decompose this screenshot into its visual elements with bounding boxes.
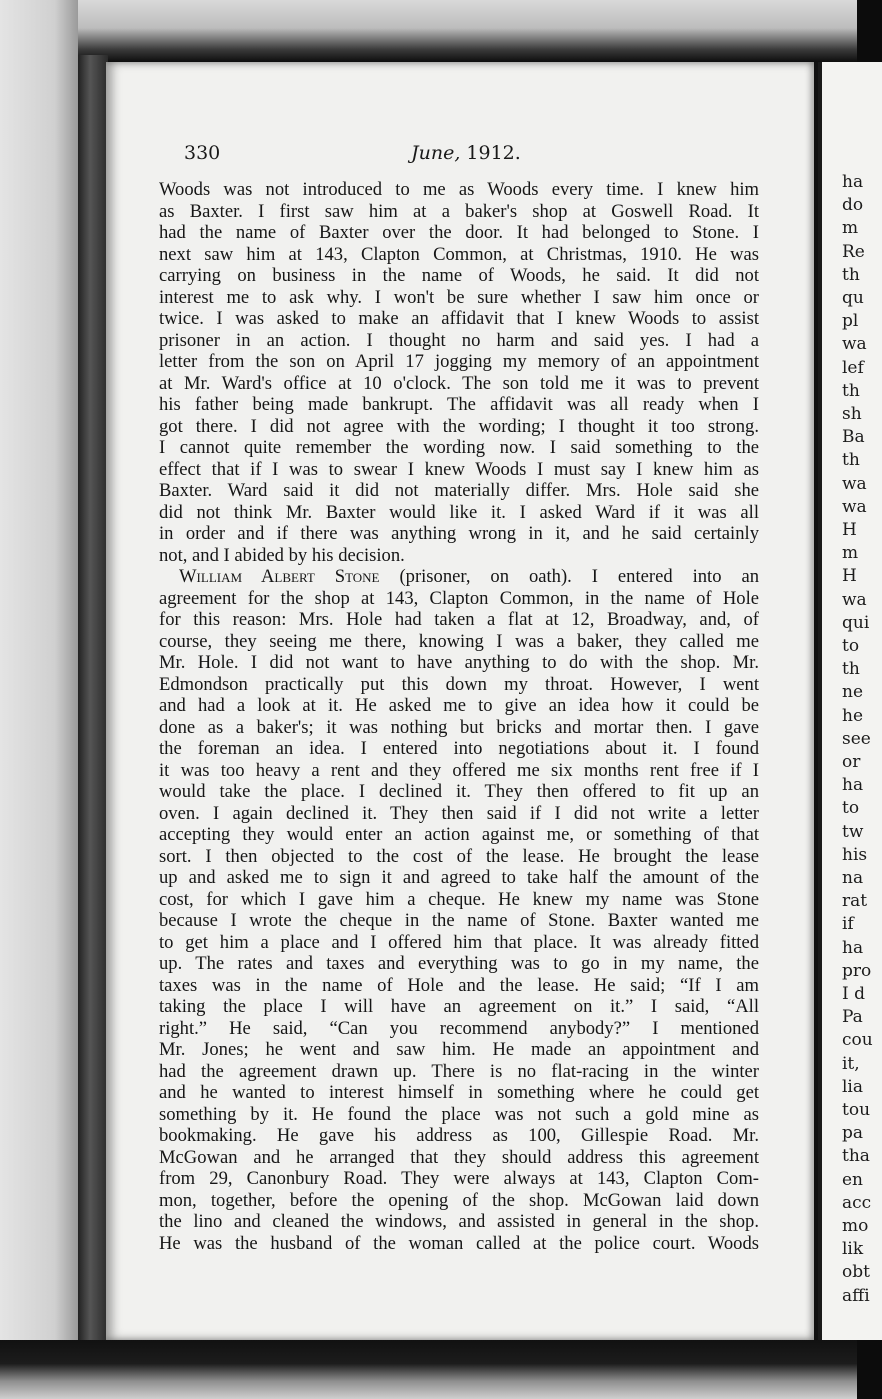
text-line: the lino and cleaned the windows, and assisted in general in the shop. (159, 1211, 759, 1232)
facing-page-fragment: he (842, 705, 864, 726)
text-line: taxes was in the name of Hole and the lease. He said; “If I am (159, 974, 759, 996)
text-line: his father being made bankrupt. The affidavit was all ready when I (159, 394, 759, 415)
text-line: not, and I abided by his decision. (159, 544, 405, 566)
facing-page-fragment: na (842, 868, 864, 888)
text-line: as Baxter. I first saw him at a baker's shop at Goswell Road. It (159, 200, 759, 222)
scan-bottom-border (0, 1340, 857, 1399)
text-line: letter from the son on April 17 jogging my memory of an appointment (159, 351, 759, 372)
running-head-year: 1912. (466, 142, 521, 164)
text-line: interest me to ask why. I won't be sure whether I saw him once or (159, 286, 759, 308)
text-line: and had a look at it. He asked me to give an idea how it could be (159, 695, 759, 716)
facing-page-fragment: H (842, 566, 857, 587)
facing-page-fragment: th (842, 380, 860, 401)
text-line: next saw him at 143, Clapton Common, at Christmas, 1910. He was (159, 243, 759, 265)
body-text (159, 179, 759, 1254)
text-line: did not think Mr. Baxter would like it. I asked Ward if it was all (159, 501, 759, 523)
facing-page-fragment: Pa (842, 1007, 863, 1028)
text-line: I cannot quite remember the wording now. I said something to the (159, 437, 759, 458)
text-line: from 29, Canonbury Road. They were always at 143, Clapton Com- (159, 1168, 759, 1189)
text-line: agreement for the shop at 143, Clapton Common, in the name of Hole (159, 587, 759, 609)
text-line: Mr. Hole. I did not want to have anything to do with the shop. Mr. (159, 652, 759, 673)
facing-page-fragment: th (842, 450, 860, 471)
paragraph-testimony-2 (159, 566, 759, 1254)
facing-page-fragment: mo (842, 1216, 869, 1236)
page-number: 330 (184, 142, 221, 164)
text-line: to get him a place and I offered him that place. It was already fitted (159, 931, 759, 953)
facing-page-fragment: pl (842, 311, 859, 332)
facing-page-fragment: sh (842, 404, 862, 424)
paragraph-testimony-1 (159, 179, 759, 566)
text-line: He was the husband of the woman called at the police court. Woods (159, 1232, 759, 1254)
text-line: cost, for which I gave him a cheque. He knew my name was Stone (159, 888, 759, 910)
text-line: would take the place. I declined it. They then offered to fit up an (159, 781, 759, 802)
facing-page-fragment: to (842, 798, 860, 819)
text-line: mon, together, before the opening of the shop. McGowan laid down (159, 1189, 759, 1211)
facing-page-fragment: ha (842, 937, 864, 958)
text-line: Baxter. Ward said it did not materially differ. Mrs. Hole said she (159, 480, 759, 501)
text-line: for this reason: Mrs. Hole had taken a flat at 12, Broadway, and, of (159, 609, 759, 630)
facing-page-fragment: rat (842, 891, 868, 912)
text-line: taking the place I will have an agreement on it.” I said, “All (159, 996, 759, 1017)
text-line: Woods was not introduced to me as Woods every time. I knew him (159, 179, 759, 200)
facing-page-fragment: wa (842, 334, 867, 355)
facing-page-fragment: tw (842, 821, 864, 842)
text-line: it was too heavy a rent and they offered me six months rent free if I (159, 759, 759, 781)
facing-page-fragment: ha (842, 775, 864, 796)
facing-page-fragment: H (842, 520, 857, 540)
text-line: and he wanted to interest himself in something where he could get (159, 1082, 759, 1103)
scan-top-border (0, 0, 857, 62)
text-line: got there. I did not agree with the wording; I thought it too strong. (159, 415, 759, 437)
facing-page-fragment: m (842, 543, 859, 564)
text-line: accepting they would enter an action against me, or something of that (159, 824, 759, 845)
facing-page-fragment: tha (842, 1146, 870, 1167)
book-spine-shadow (78, 55, 108, 1345)
facing-page-fragment: qu (842, 288, 864, 308)
speaker-line-rest: (prisoner, on oath). I entered into an (379, 566, 760, 587)
facing-page-fragment: do (842, 195, 864, 216)
facing-page-fragment: lia (842, 1076, 864, 1097)
facing-page-fragment: ne (842, 682, 864, 703)
text-line: carrying on business in the name of Woods, he said. It did not (159, 265, 759, 286)
facing-page-fragment: th (842, 659, 860, 680)
text-line: course, they seeing me there, knowing I was a baker, they called me (159, 630, 759, 652)
facing-page-fragment: see (842, 728, 871, 749)
facing-page-fragment: ha (842, 172, 864, 192)
facing-page-fragment: affi (842, 1285, 870, 1306)
facing-page-fragment: wa (842, 589, 867, 610)
facing-page-fragment: Re (842, 241, 865, 262)
facing-page-fragment: m (842, 218, 859, 239)
text-line: had the name of Baxter over the door. It had belonged to Stone. I (159, 222, 759, 243)
facing-page-fragment: en (842, 1169, 864, 1190)
facing-page-fragment: I d (842, 984, 866, 1004)
text-line: prisoner in an action. I thought no harm and said yes. I had a (159, 329, 759, 351)
facing-page-fragment: qui (842, 612, 870, 633)
text-line: Edmondson practically put this down my throat. However, I went (159, 673, 759, 695)
text-line: at Mr. Ward's office at 10 o'clock. The son told me it was to prevent (159, 372, 759, 394)
facing-page-fragment: lef (842, 357, 864, 378)
facing-page-fragment: th (842, 264, 860, 285)
facing-page-fragment: pa (842, 1123, 864, 1144)
text-line: had the agreement drawn up. There is no flat-racing in the winter (159, 1060, 759, 1082)
text-line (159, 566, 759, 588)
facing-page-fragment: his (842, 844, 868, 865)
facing-page-fragment: if (842, 914, 854, 935)
text-line: twice. I was asked to make an affidavit that I knew Woods to assist (159, 308, 759, 329)
facing-page-fragment: obt (842, 1262, 870, 1283)
text-line: oven. I again declined it. They then said if I did not write a letter (159, 802, 759, 824)
text-line: sort. I then objected to the cost of the lease. He brought the lease (159, 845, 759, 867)
text-line: the foreman an idea. I entered into negotiations about it. I found (159, 738, 759, 759)
facing-page-fragment: cou (842, 1030, 873, 1051)
text-line: in order and if there was anything wrong in it, and he said certainly (159, 523, 759, 544)
running-head (411, 142, 521, 164)
facing-page-fragment: or (842, 752, 861, 772)
text-line: up and asked me to sign it and agreed to take half the amount of the (159, 867, 759, 888)
text-line: McGowan and he arranged that they should address this agreement (159, 1146, 759, 1168)
facing-page-fragment: to (842, 636, 860, 656)
text-line: up. The rates and taxes and everything was to go in my name, the (159, 953, 759, 974)
text-line: Mr. Jones; he went and saw him. He made an appointment and (159, 1039, 759, 1060)
text-line: bookmaking. He gave his address as 100, Gillespie Road. Mr. (159, 1125, 759, 1146)
text-line: effect that if I was to swear I knew Woods I must say I knew him as (159, 458, 759, 480)
speaker-name: William Albert Stone (179, 566, 380, 587)
text-line: done as a baker's; it was nothing but bricks and mortar then. I gave (159, 716, 759, 738)
facing-page-fragment: tou (842, 1100, 871, 1120)
facing-page-fragment: wa (842, 473, 867, 494)
facing-page-fragment: wa (842, 496, 867, 517)
running-head-month: June, (411, 142, 461, 164)
page-sheet (106, 62, 814, 1340)
facing-page-fragment: Ba (842, 427, 865, 448)
facing-page-edge (818, 62, 882, 1340)
facing-page-fragment: pro (842, 960, 872, 981)
page-header (106, 142, 814, 166)
text-line: something by it. He found the place was not such a gold mine as (159, 1103, 759, 1125)
text-line: right.” He said, “Can you recommend anybody?” I mentioned (159, 1017, 759, 1039)
text-line: because I wrote the cheque in the name of Stone. Baxter wanted me (159, 910, 759, 931)
facing-page-fragment: acc (842, 1192, 872, 1213)
scan-left-border (0, 0, 78, 1399)
facing-page-fragment: it, (842, 1053, 860, 1074)
facing-page-fragment: lik (842, 1239, 864, 1260)
